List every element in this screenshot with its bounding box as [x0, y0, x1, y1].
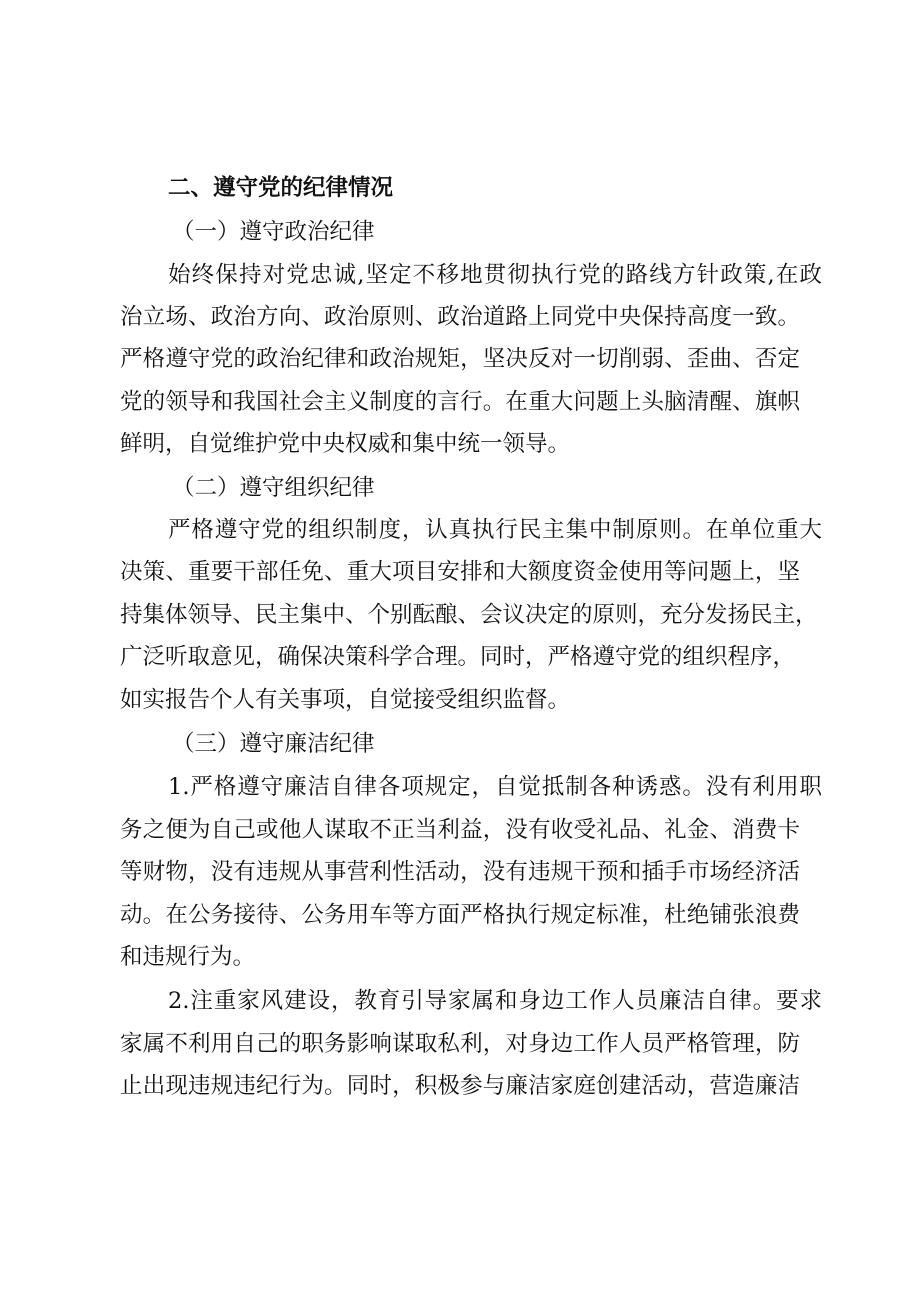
subsection-heading-organizational: （二）遵守组织纪律 [172, 475, 375, 501]
list-item-line: 家属不利用自己的职务影响谋取私利，对身边工作人员严格管理，防 [120, 1031, 800, 1057]
list-item-line: 1.严格遵守廉洁自律各项规定，自觉抵制各种诱惑。没有利用职 [168, 774, 822, 800]
paragraph-line: 持集体领导、民主集中、个别酝酿、会议决定的原则，充分发扬民主， [120, 602, 818, 628]
paragraph-line: 如实报告个人有关事项，自觉接受组织监督。 [120, 687, 571, 713]
paragraph-line: 严格遵守党的组织制度，认真执行民主集中制原则。在单位重大 [168, 517, 822, 543]
paragraph-line: 广泛听取意见，确保决策科学合理。同时，严格遵守党的组织程序， [120, 644, 796, 670]
list-item-line: 动。在公务接待、公务用车等方面严格执行规定标准，杜绝铺张浪费 [120, 902, 800, 928]
paragraph-line: 始终保持对党忠诚,坚定不移地贯彻执行党的路线方针政策,在政 [168, 262, 822, 288]
paragraph-line: 治立场、政治方向、政治原则、政治道路上同党中央保持高度一致。 [120, 304, 800, 330]
list-item-line: 和违规行为。 [120, 944, 256, 970]
section-title: 二、遵守党的纪律情况 [168, 175, 394, 201]
paragraph-line: 党的领导和我国社会主义制度的言行。在重大问题上头脑清醒、旗帜 [120, 389, 800, 415]
paragraph-line: 鲜明，自觉维护党中央权威和集中统一领导。 [120, 431, 571, 457]
subsection-heading-political: （一）遵守政治纪律 [172, 219, 375, 245]
list-item-line: 等财物，没有违规从事营利性活动，没有违规干预和插手市场经济活 [120, 859, 800, 885]
list-item-line: 2.注重家风建设，教育引导家属和身边工作人员廉洁自律。要求 [168, 988, 822, 1014]
list-item-line: 止出现违规违纪行为。同时，积极参与廉洁家庭创建活动，营造廉洁 [120, 1073, 800, 1099]
paragraph-line: 严格遵守党的政治纪律和政治规矩，坚决反对一切削弱、歪曲、否定 [120, 346, 800, 372]
paragraph-line: 决策、重要干部任免、重大项目安排和大额度资金使用等问题上，坚 [120, 559, 800, 585]
list-item-line: 务之便为自己或他人谋取不正当利益，没有收受礼品、礼金、消费卡 [120, 817, 800, 843]
subsection-heading-integrity: （三）遵守廉洁纪律 [172, 731, 375, 757]
